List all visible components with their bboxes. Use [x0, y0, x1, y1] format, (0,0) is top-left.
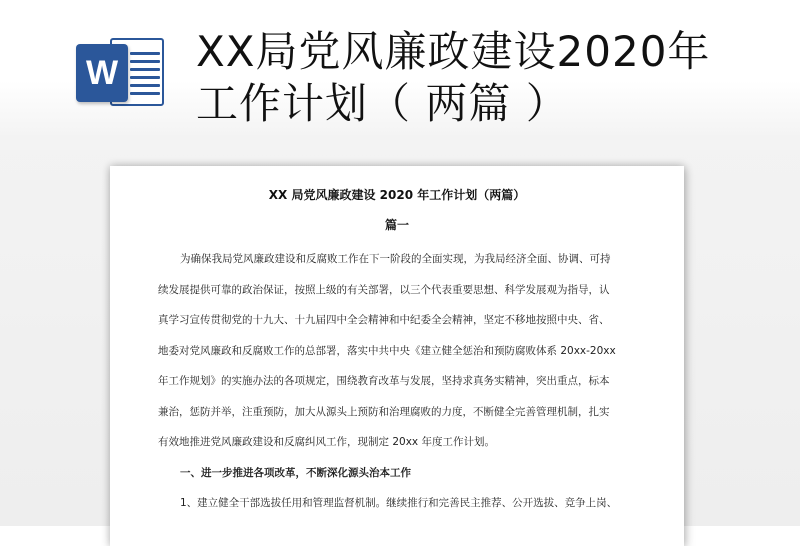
document-page: [110, 166, 684, 546]
document-body: [158, 244, 638, 519]
page-title-line-2: 工作计划（ 两篇 ）: [196, 79, 569, 128]
word-w-badge: W: [76, 44, 128, 102]
body-line: 续发展提供可靠的政治保证，按照上级的有关部署，以三个代表重要思想、科学发展观为指导，认: [158, 283, 610, 296]
document-subtitle: 篇一: [384, 218, 409, 232]
body-line: 地委对党风廉政和反腐败工作的总部署，落实中共中央《建立健全惩治和预防腐败体系 20xx-20xx: [158, 344, 616, 357]
body-line: 有效地推进党风廉政建设和反腐纠风工作，现制定 20xx 年度工作计划。: [158, 436, 495, 448]
page-title-line-1: XX局党风廉政建设2020年: [196, 27, 711, 76]
body-line: 真学习宣传贯彻党的十九大、十九届四中全会精神和中纪委全会精神，坚定不移地按照中央、省、: [158, 314, 610, 326]
body-line: 年工作规划》的实施办法的各项规定，围绕教育改革与发展，坚持求真务实精神，突出重点，标本: [158, 375, 610, 387]
body-line: 1、建立健全干部选拔任用和管理监督机制。继续推行和完善民主推荐、公开选拔、竞争上岗、: [180, 497, 618, 509]
body-line: 为确保我局党风廉政建设和反腐败工作在下一阶段的全面实现，为我局经济全面、协调、可持: [180, 253, 611, 265]
section-heading: 一、进一步推进各项改革，不断深化源头治本工作: [180, 466, 411, 479]
document-title: XX 局党风廉政建设 2020 年工作计划（两篇）: [268, 188, 526, 202]
word-doc-icon: [72, 32, 164, 110]
body-line: 兼治，惩防并举，注重预防，加大从源头上预防和治理腐败的力度，不断健全完善管理机制，扎实: [158, 405, 610, 418]
page-title: [196, 26, 756, 130]
